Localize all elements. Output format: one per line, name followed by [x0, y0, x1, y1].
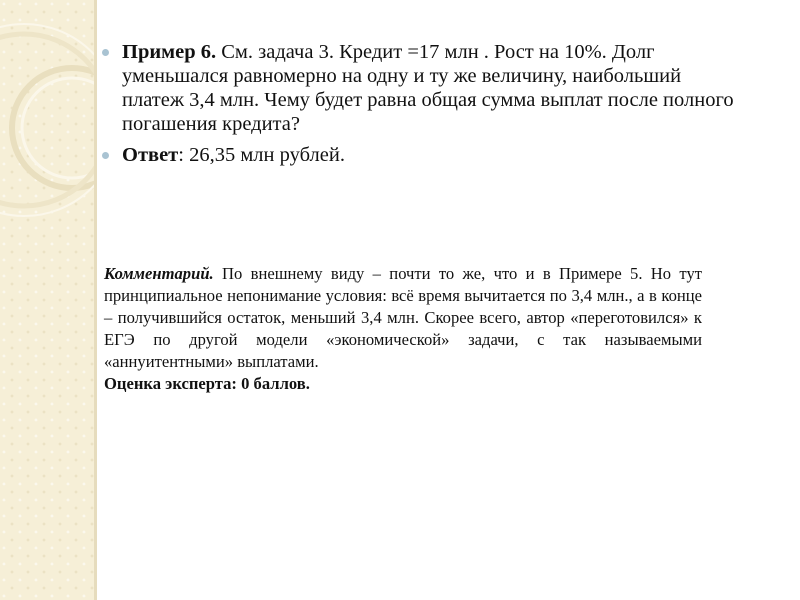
- bullet-list: [102, 40, 742, 174]
- example-text: См. задача 3. Кредит =17 млн . Рост на 10%. Долг уменьшался равномерно на одну и ту же величину, наибольший платеж 3,4 млн. Чему будет равна общая сумма выплат после полного погашения кредита?: [122, 41, 734, 135]
- example-heading: Пример 6.: [122, 41, 217, 63]
- bullet-dot-icon: [102, 152, 109, 159]
- bullet-answer: [102, 143, 742, 167]
- comment-block: [104, 263, 702, 395]
- comment-label: Комментарий.: [104, 264, 214, 283]
- decorative-circles: [0, 0, 94, 600]
- answer-text: : 26,35 млн рублей.: [178, 144, 345, 166]
- answer-label: Ответ: [122, 144, 179, 166]
- comment-text: По внешнему виду – почти то же, что и в Примере 5. Но тут принципиальное непонимание условия: всё время вычитается по 3,4 млн., а в конце – получившийся остаток, меньший 3,4 млн. Скорее всего, автор «переготовился» к ЕГЭ по другой модели «экономической» задачи, с так называемыми «аннуитентными» выплатами.: [104, 264, 702, 371]
- decorative-side-strip: [0, 0, 94, 600]
- bullet-example: [102, 40, 742, 136]
- comment-paragraph: [104, 263, 702, 373]
- bullet-dot-icon: [102, 49, 109, 56]
- strip-divider: [94, 0, 97, 600]
- expert-assessment: Оценка эксперта: 0 баллов.: [104, 374, 310, 393]
